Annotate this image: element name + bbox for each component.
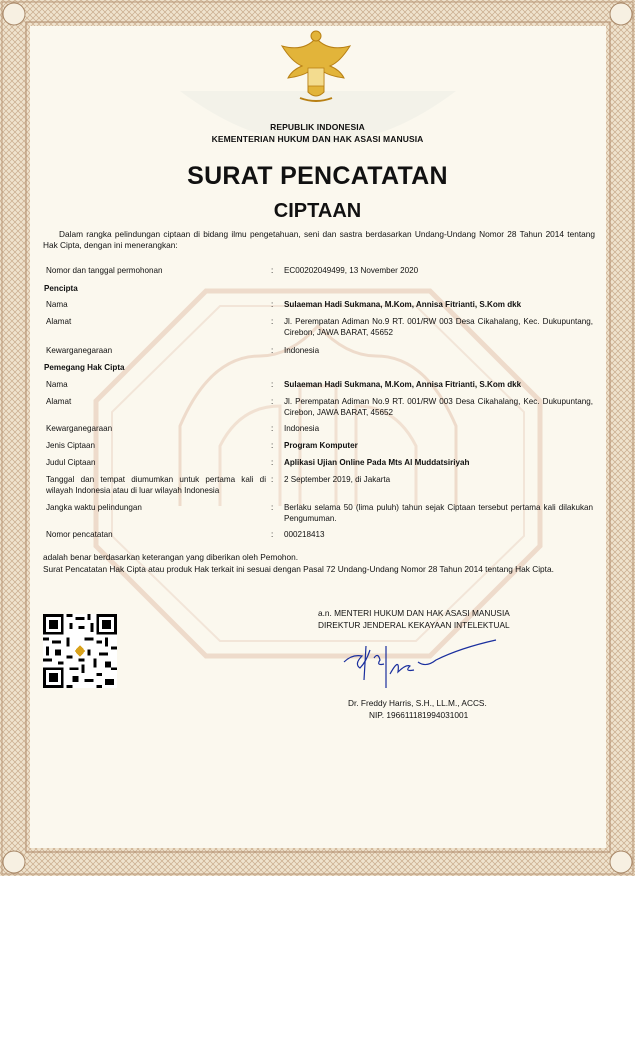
creator-name: Sulaeman Hadi Sukmana, M.Kom, Annisa Fitrianti, S.Kom dkk bbox=[284, 300, 522, 309]
colon: : bbox=[271, 458, 274, 467]
field-label: Alamat bbox=[46, 397, 72, 406]
creator-heading: Pencipta bbox=[44, 284, 78, 293]
field-label: Kewarganegaraan bbox=[46, 424, 113, 433]
intro-paragraph: Dalam rangka pelindungan ciptaan di bidang ilmu pengetahuan, seni dan sastra berdasarkan Undang-Undang Nomor 28 Tahun 2014 tentang Hak Cipta, dengan ini menerangkan: bbox=[43, 229, 595, 250]
field-label: Nama bbox=[46, 380, 68, 389]
colon: : bbox=[271, 475, 274, 484]
colon: : bbox=[271, 380, 274, 389]
colon: : bbox=[271, 266, 274, 275]
document-subtitle: CIPTAAN bbox=[273, 200, 362, 222]
field-label: Nomor pencatatan bbox=[46, 530, 113, 539]
colon: : bbox=[271, 346, 274, 355]
colon: : bbox=[271, 397, 274, 406]
field-label: Nama bbox=[46, 300, 68, 309]
signature bbox=[340, 634, 500, 694]
holder-name: Sulaeman Hadi Sukmana, M.Kom, Annisa Fitrianti, S.Kom dkk bbox=[284, 380, 522, 389]
creator-nationality: Indonesia bbox=[284, 346, 320, 355]
legal-basis-line: Surat Pencatatan Hak Cipta atau produk Hak terkait ini sesuai dengan Pasal 72 Undang-Undang Nomor 28 Tahun 2014 tentang Hak Cipta. bbox=[43, 564, 554, 574]
field-label: Judul Ciptaan bbox=[46, 458, 96, 467]
signatory-nip: NIP. 196611181994031001 bbox=[369, 710, 469, 720]
publication-date-place: 2 September 2019, di Jakarta bbox=[284, 475, 391, 484]
colon: : bbox=[271, 424, 274, 433]
application-number: EC00202049499, 13 November 2020 bbox=[284, 266, 419, 275]
document-title: SURAT PENCATATAN bbox=[187, 162, 448, 190]
on-behalf-line: a.n. MENTERI HUKUM DAN HAK ASASI MANUSIA bbox=[318, 608, 510, 618]
qr-code bbox=[43, 614, 117, 688]
country-heading: REPUBLIK INDONESIA bbox=[270, 122, 365, 132]
holder-address: Jl. Perempatan Adiman No.9 RT. 001/RW 003 Desa Cikahalang, Kec. Dukupuntang, Cirebon, JAWA BARAT, 45652 bbox=[284, 397, 593, 417]
signatory-name: Dr. Freddy Harris, S.H., LL.M., ACCS. bbox=[348, 698, 487, 708]
colon: : bbox=[271, 317, 274, 326]
work-title: Aplikasi Ujian Online Pada Mts Al Muddatsiriyah bbox=[284, 458, 470, 467]
field-label: Jangka waktu pelindungan bbox=[46, 503, 142, 512]
field-label: Alamat bbox=[46, 317, 72, 326]
garuda-emblem bbox=[274, 28, 358, 106]
field-label: Tanggal dan tempat diumumkan untuk pertama kali di wilayah Indonesia atau di luar wilayah Indonesia bbox=[46, 475, 266, 495]
colon: : bbox=[271, 530, 274, 539]
field-label: Nomor dan tanggal permohonan bbox=[46, 266, 163, 275]
protection-term: Berlaku selama 50 (lima puluh) tahun sejak Ciptaan tersebut pertama kali dilakukan Pengumuman. bbox=[284, 503, 593, 523]
field-label: Jenis Ciptaan bbox=[46, 441, 96, 450]
creator-address: Jl. Perempatan Adiman No.9 RT. 001/RW 003 Desa Cikahalang, Kec. Dukupuntang, Cirebon, JAWA BARAT, 45652 bbox=[284, 317, 593, 337]
signatory-position: DIREKTUR JENDERAL KEKAYAAN INTELEKTUAL bbox=[318, 620, 510, 630]
ministry-heading: KEMENTERIAN HUKUM DAN HAK ASASI MANUSIA bbox=[211, 134, 424, 144]
colon: : bbox=[271, 441, 274, 450]
background-watermark bbox=[30, 26, 606, 848]
work-type: Program Komputer bbox=[284, 441, 358, 450]
holder-nationality: Indonesia bbox=[284, 424, 320, 433]
holder-heading: Pemegang Hak Cipta bbox=[44, 363, 125, 372]
declaration-line: adalah benar berdasarkan keterangan yang diberikan oleh Pemohon. bbox=[43, 552, 299, 562]
field-label: Kewarganegaraan bbox=[46, 346, 113, 355]
record-number: 000218413 bbox=[284, 530, 325, 539]
colon: : bbox=[271, 503, 274, 512]
colon: : bbox=[271, 300, 274, 309]
